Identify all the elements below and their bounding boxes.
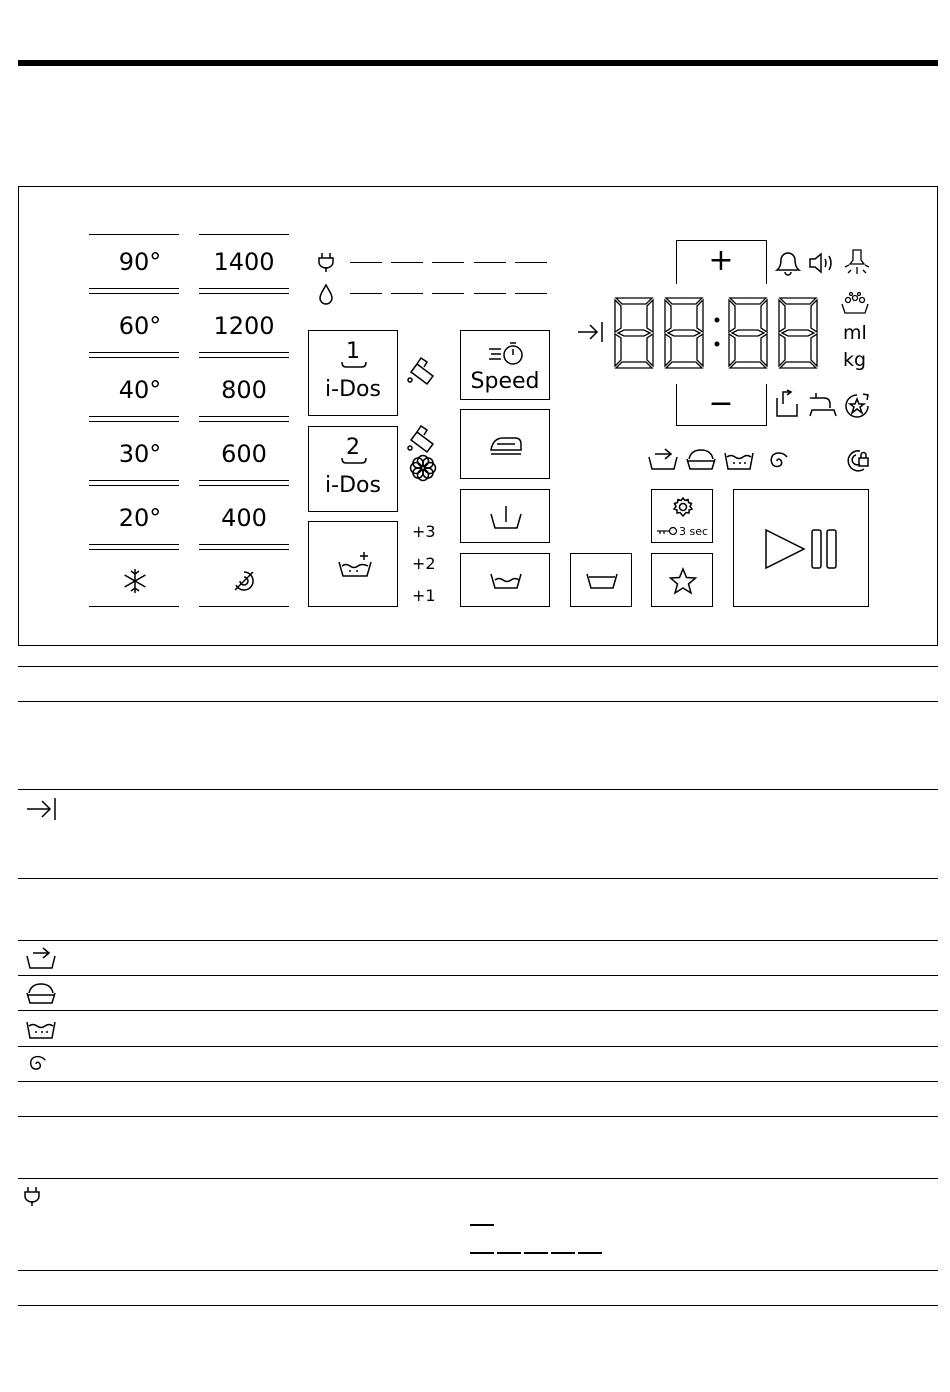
display-colon-dot xyxy=(715,318,720,323)
display-segment xyxy=(782,330,814,336)
dosing-level: +2 xyxy=(412,554,436,573)
extra-rinse-button[interactable] xyxy=(460,553,550,607)
time-minus-button[interactable] xyxy=(676,384,767,426)
settings-button[interactable] xyxy=(651,489,713,543)
display-segment xyxy=(616,362,652,368)
water-dash xyxy=(432,293,464,294)
temp-option[interactable]: 20° xyxy=(118,504,162,532)
temp-option[interactable]: 30° xyxy=(118,440,162,468)
idos-1-button[interactable] xyxy=(308,330,398,416)
unit-ml: ml xyxy=(843,322,867,344)
power-dash xyxy=(515,262,547,263)
rinse-hold-icon xyxy=(489,504,523,530)
star-icon xyxy=(669,567,697,595)
rinse-hold-button[interactable] xyxy=(460,489,550,543)
time-plus-button[interactable] xyxy=(676,240,767,284)
display-segment xyxy=(615,334,621,366)
power-level-dash xyxy=(524,1252,548,1254)
power-dash xyxy=(432,262,464,263)
table-rule xyxy=(18,1270,938,1271)
idos-1-number: 1 xyxy=(346,339,360,364)
idos-2-number: 2 xyxy=(346,435,360,460)
display-segment xyxy=(761,334,767,366)
water-dash xyxy=(515,293,547,294)
table-rule xyxy=(18,1178,938,1179)
power-level-dash xyxy=(578,1252,602,1254)
service-icon xyxy=(843,392,871,420)
child-lock-icon xyxy=(842,448,870,474)
rinse-icon xyxy=(723,449,755,471)
table-rule xyxy=(18,1010,938,1011)
wash-icon xyxy=(24,981,58,1005)
dosing-level: +3 xyxy=(412,522,436,541)
display-segment xyxy=(665,334,671,366)
water-dash xyxy=(391,293,423,294)
idos-2-button[interactable] xyxy=(308,426,398,512)
top-rule xyxy=(18,60,938,66)
bell-icon xyxy=(774,250,802,276)
display-segment xyxy=(616,298,652,304)
dosing-level: +1 xyxy=(412,586,436,605)
display-segment xyxy=(618,330,650,336)
softener-flower-icon xyxy=(409,454,437,482)
easy-iron-button[interactable] xyxy=(460,409,550,479)
power-plug-icon xyxy=(318,252,334,272)
wash-tub-button[interactable] xyxy=(570,553,632,607)
table-rule xyxy=(18,789,938,790)
display-segment xyxy=(732,330,764,336)
table-rule xyxy=(18,701,938,702)
display-segment xyxy=(666,298,702,304)
table-rule xyxy=(18,940,938,941)
spin-option[interactable]: 600 xyxy=(221,440,267,468)
water-tap-icon xyxy=(808,392,838,418)
table-rule xyxy=(18,1081,938,1082)
foam-icon xyxy=(840,292,870,314)
power-level-dash xyxy=(497,1252,521,1254)
volume-icon xyxy=(808,251,838,275)
detergent-bottle-icon xyxy=(405,424,441,454)
table-rule xyxy=(18,975,938,976)
wash-tub-icon xyxy=(585,568,619,592)
table-rule xyxy=(18,1046,938,1047)
play-pause-icon xyxy=(764,528,840,570)
speed-button[interactable] xyxy=(460,330,550,400)
power-dash xyxy=(391,262,423,263)
spin-option[interactable]: 800 xyxy=(221,376,267,404)
spin-icon xyxy=(24,1052,48,1076)
time-plus-label: + xyxy=(708,243,734,278)
display-segment xyxy=(666,362,702,368)
prewash-icon xyxy=(24,946,58,970)
power-level-dash xyxy=(551,1252,575,1254)
display-segment xyxy=(761,300,767,332)
display-segment xyxy=(729,300,735,332)
dosing-button[interactable] xyxy=(308,521,398,607)
power-dash xyxy=(474,262,506,263)
display-colon-dot xyxy=(715,342,720,347)
speed-label: Speed xyxy=(470,369,540,394)
temp-option[interactable]: 60° xyxy=(118,312,162,340)
power-level-dash xyxy=(470,1252,494,1254)
table-rule xyxy=(18,1116,938,1117)
power-dash xyxy=(350,262,382,263)
table-rule xyxy=(18,1305,938,1306)
extra-rinse-icon xyxy=(489,568,523,592)
display-segment xyxy=(780,298,816,304)
drum-clean-icon xyxy=(775,390,801,418)
display-segment xyxy=(615,300,621,332)
table-rule xyxy=(18,878,938,879)
stopwatch-icon xyxy=(487,341,527,367)
wash-icon xyxy=(685,447,717,471)
spin-option[interactable]: 1200 xyxy=(213,312,275,340)
end-time-arrow-icon xyxy=(577,320,605,344)
display-segment xyxy=(729,334,735,366)
extra-water-icon xyxy=(337,550,373,578)
light-icon xyxy=(842,246,872,276)
display-segment xyxy=(697,334,703,366)
display-segment xyxy=(811,334,817,366)
tray-icon xyxy=(341,457,367,465)
spin-option[interactable]: 400 xyxy=(221,504,267,532)
display-segment xyxy=(730,298,766,304)
display-segment xyxy=(668,330,700,336)
rinse-icon xyxy=(24,1018,58,1040)
spin-icon xyxy=(764,448,790,474)
display-segment xyxy=(811,300,817,332)
detergent-bottle-icon xyxy=(405,356,441,386)
display-segment xyxy=(779,300,785,332)
display-segment xyxy=(647,334,653,366)
power-plug-icon xyxy=(24,1186,40,1206)
display-segment xyxy=(647,300,653,332)
temp-option[interactable]: 40° xyxy=(118,376,162,404)
key-icon xyxy=(656,526,678,536)
display-segment xyxy=(665,300,671,332)
idos-2-label: i-Dos xyxy=(325,473,381,498)
no-spin-icon[interactable] xyxy=(231,568,257,594)
power-level-single-dash xyxy=(470,1224,494,1226)
lock-time-label: 3 sec xyxy=(679,525,709,538)
unit-kg: kg xyxy=(843,349,867,371)
end-time-arrow-icon xyxy=(26,797,58,821)
water-drop-icon xyxy=(319,284,333,304)
time-display xyxy=(612,296,830,370)
idos-1-label: i-Dos xyxy=(325,377,381,402)
favorite-button[interactable] xyxy=(651,553,713,607)
gear-icon xyxy=(672,496,694,518)
iron-icon xyxy=(489,432,523,458)
tray-icon xyxy=(341,361,367,369)
start-pause-button[interactable] xyxy=(733,489,869,607)
snowflake-icon[interactable] xyxy=(122,568,148,594)
display-segment xyxy=(697,300,703,332)
spin-option[interactable]: 1400 xyxy=(213,248,275,276)
water-dash xyxy=(474,293,506,294)
time-minus-label: − xyxy=(708,386,734,421)
display-segment xyxy=(730,362,766,368)
prewash-icon xyxy=(647,447,679,471)
water-dash xyxy=(350,293,382,294)
temp-option[interactable]: 90° xyxy=(118,248,162,276)
display-segment xyxy=(780,362,816,368)
display-segment xyxy=(779,334,785,366)
table-rule xyxy=(18,666,938,667)
